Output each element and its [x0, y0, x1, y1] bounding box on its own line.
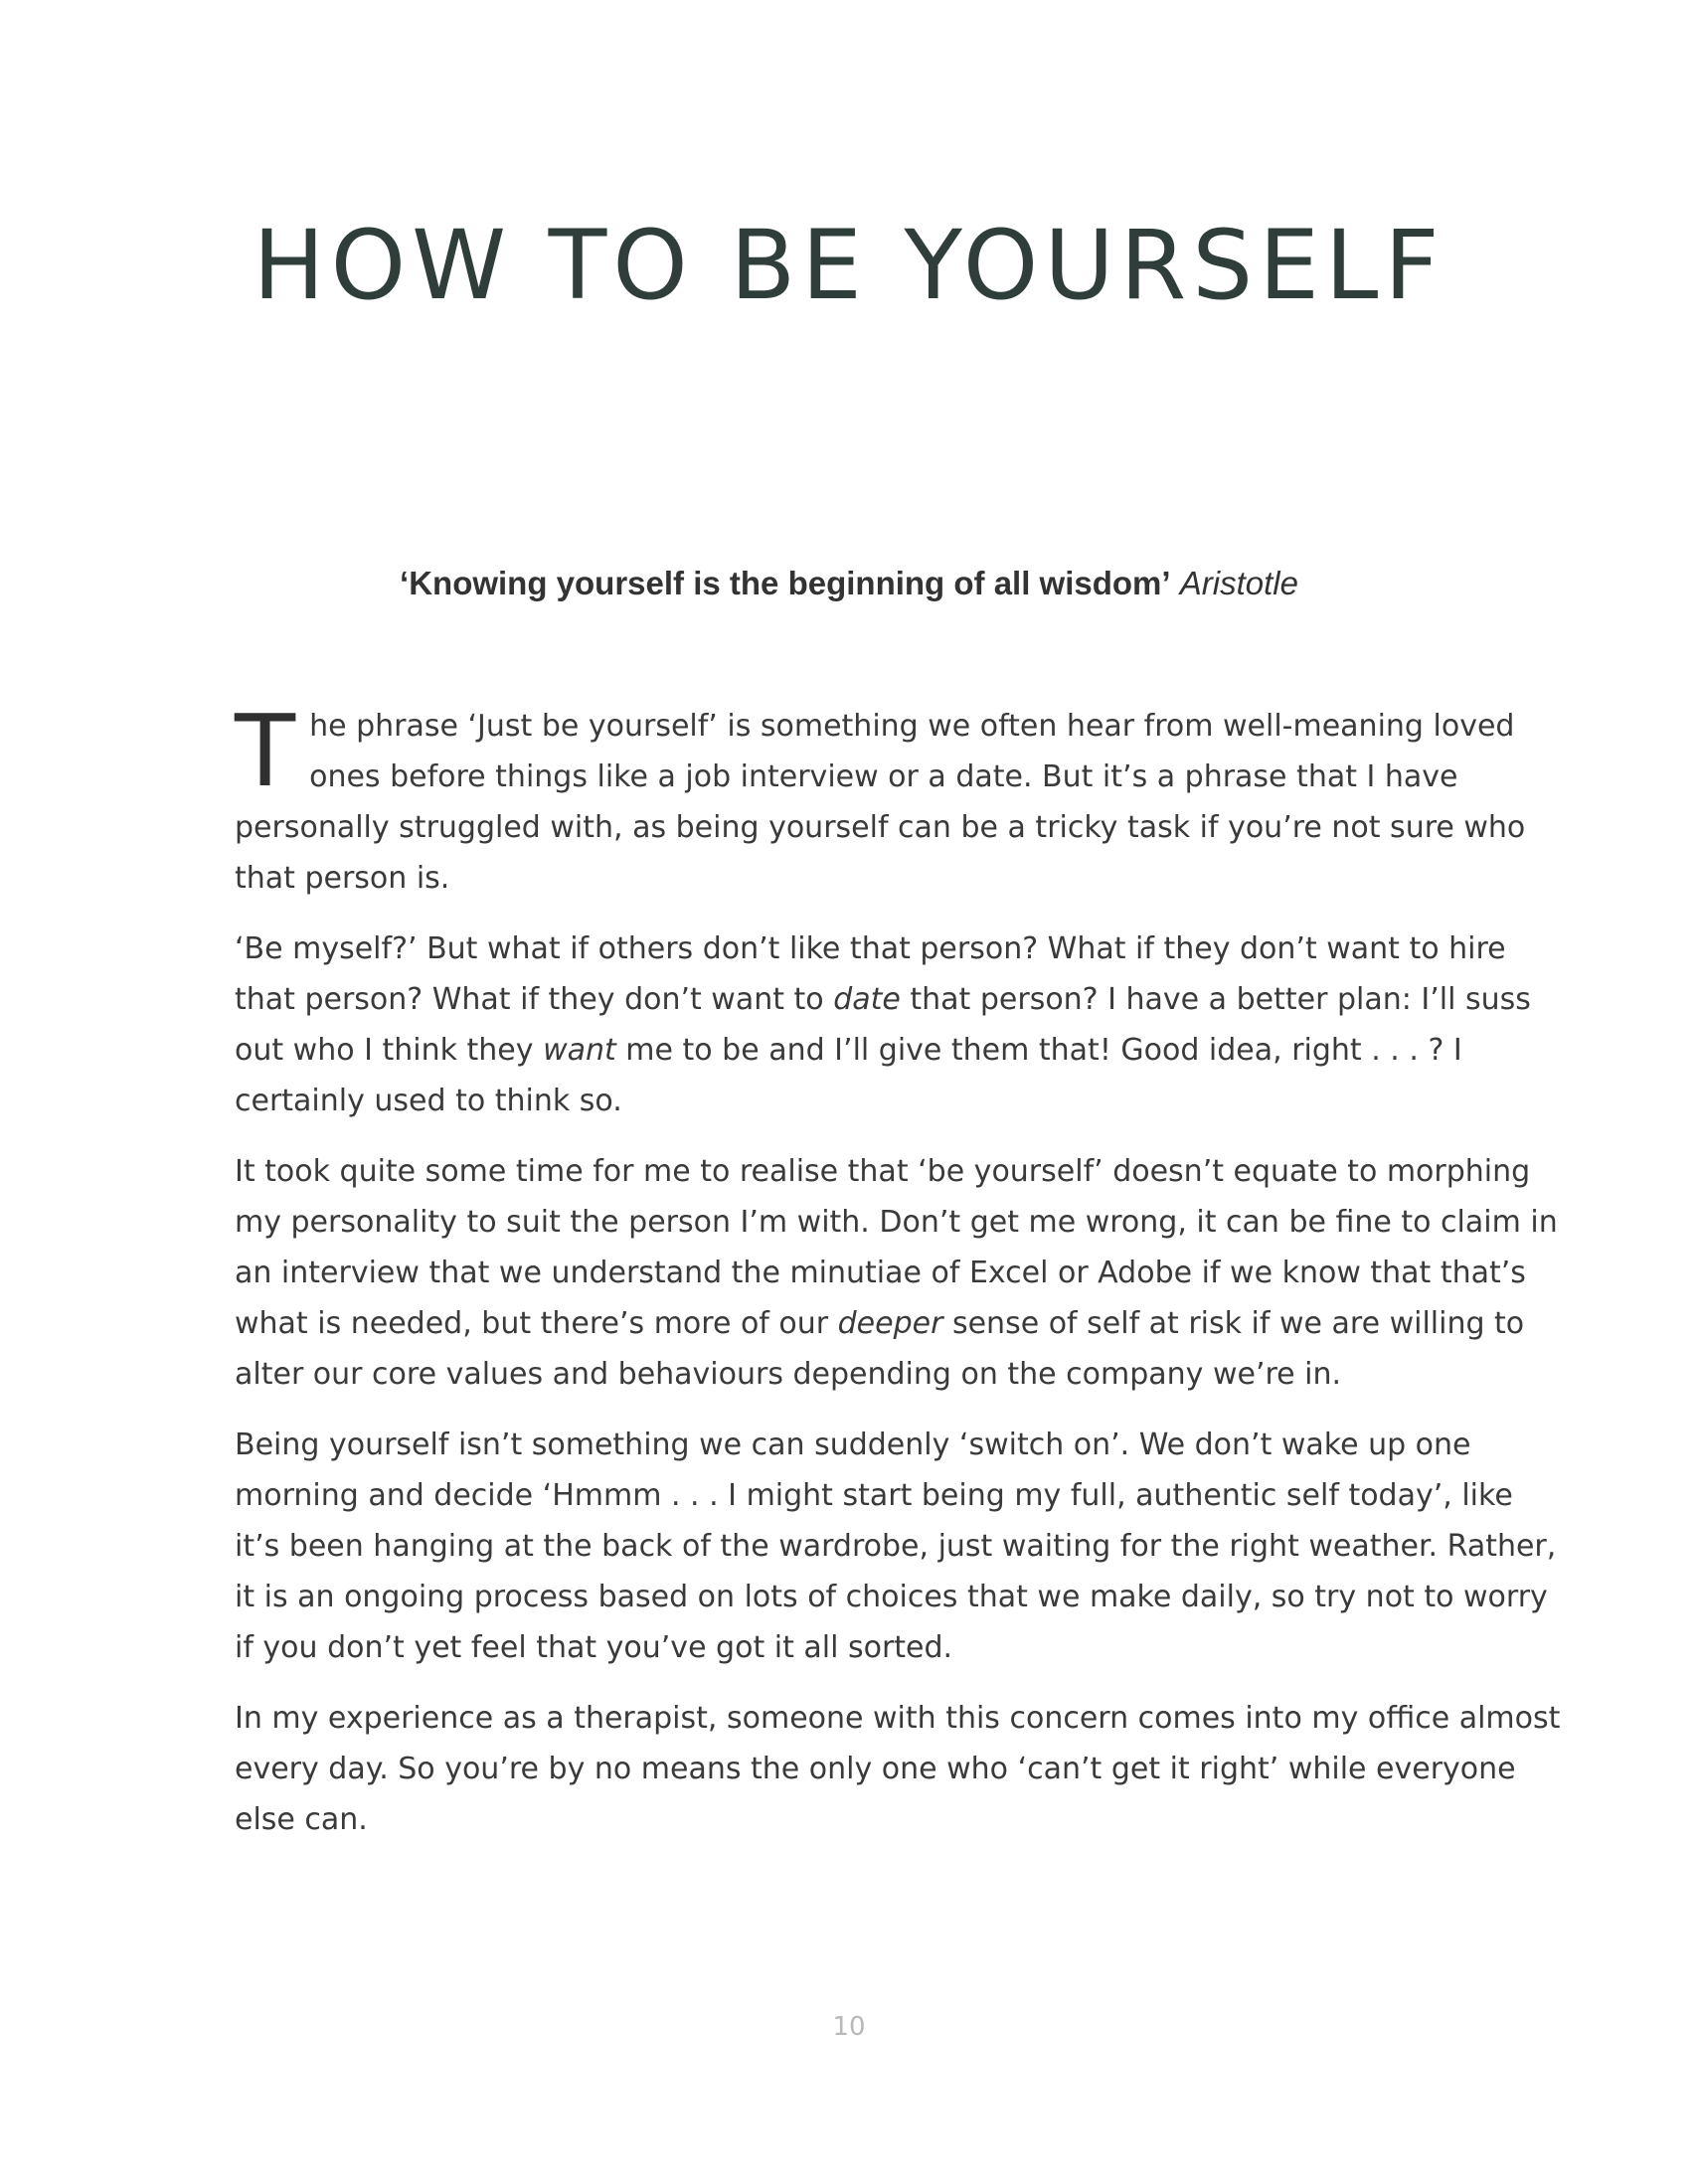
- paragraph-1-text: he phrase ‘Just be yourself’ is something we often hear from well-meaning loved ones before things like a job interview or a date. But it’s a phrase that I have personally struggled with, as being yourself can be a tricky task if you’re not sure who that person is.: [235, 709, 1526, 896]
- drop-cap: T: [235, 693, 296, 809]
- epigraph-author: Aristotle: [1179, 565, 1298, 601]
- emphasis-want: want: [543, 1033, 616, 1068]
- epigraph: [0, 565, 1698, 602]
- emphasis-deeper: deeper: [837, 1306, 943, 1341]
- paragraph-4: Being yourself isn’t something we can suddenly ‘switch on’. We don’t wake up one morning and decide ‘Hmmm . . . I might start being my full, authentic self today’, like it’s been hanging at the back of the wardrobe, just waiting for the right weather. Rather, it is an ongoing process based on lots of choices that we make daily, so try not to worry if you don’t yet feel that you’ve got it all sorted.: [235, 1428, 1557, 1665]
- paragraph-2: [235, 924, 1567, 1126]
- paragraph-2-text-b: that person? I have a better plan: I’ll suss out who I think they: [235, 982, 1531, 1068]
- paragraph-1: [235, 693, 1567, 904]
- body-text: [235, 693, 1567, 1865]
- paragraph-3-text-a: It took quite some time for me to realise that ‘be yourself’ doesn’t equate to morphing my personality to suit the person I’m with. Don’t get me wrong, it can be fine to claim in an interview that we understand the minutiae of Excel or Adobe if we know that that’s what is needed, but there’s more of our: [235, 1154, 1558, 1341]
- paragraph-5: In my experience as a therapist, someone with this concern comes into my office almost every day. So you’re by no means the only one who ‘can’t get it right’ while everyone else can.: [235, 1701, 1561, 1837]
- page-title: HOW TO BE YOURSELF: [253, 210, 1445, 321]
- page-number: 10: [832, 2012, 866, 2042]
- paragraph-2-text-a: ‘Be myself?’ But what if others don’t like that person? What if they don’t want to hire that person? What if they don’t want to: [235, 931, 1506, 1017]
- paragraph-3: [235, 1146, 1567, 1400]
- epigraph-quote: ‘Knowing yourself is the beginning of all wisdom’: [400, 565, 1171, 601]
- emphasis-date: date: [833, 982, 901, 1017]
- paragraph-3-text-b: sense of self at risk if we are willing to alter our core values and behaviours depending on the company we’re in.: [235, 1306, 1525, 1392]
- paragraph-2-text-c: me to be and I’ll give them that! Good idea, right . . . ? I certainly used to think so.: [235, 1033, 1462, 1118]
